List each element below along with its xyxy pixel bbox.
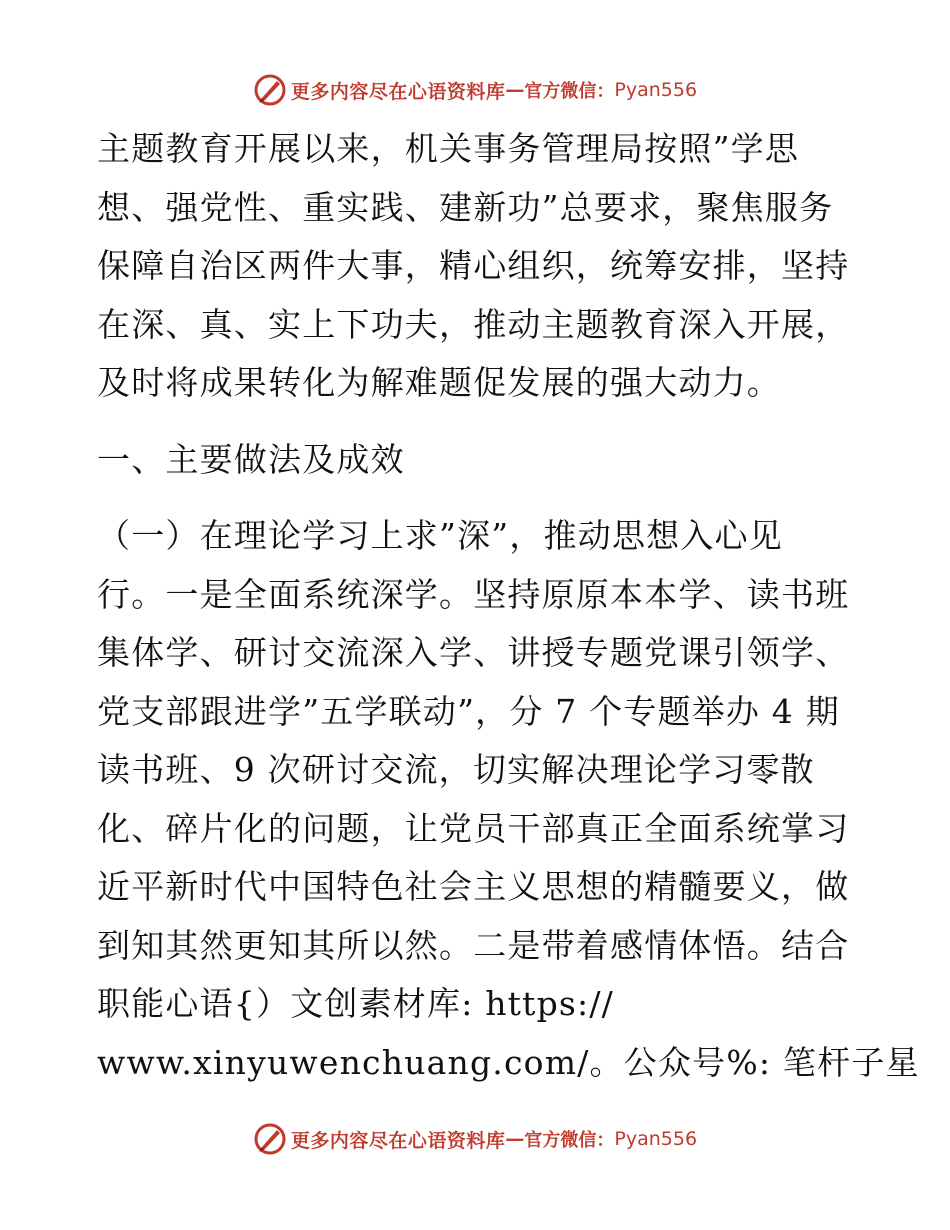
banner-separator: — xyxy=(505,79,525,101)
section-heading: 一、主要做法及成效 xyxy=(97,439,405,479)
text-line: 主题教育开展以来，机关事务管理局按照”学思 xyxy=(97,129,800,168)
banner-official-label: 官方微信： xyxy=(524,1130,615,1151)
banner-official-label: 官方微信： xyxy=(524,81,615,102)
text-line: 保障自治区两件大事，精心组织，统筹安排，坚持 xyxy=(97,246,850,285)
paragraph-section-1 xyxy=(97,507,920,1092)
header-banner xyxy=(0,72,950,108)
banner-account: Pyan556 xyxy=(614,1128,698,1150)
quill-pen-logo-icon xyxy=(253,73,287,107)
paragraph-intro xyxy=(97,120,857,413)
text-line: 读书班、9 次研讨交流，切实解决理论学习零散 xyxy=(97,750,815,789)
banner-text: 更多内容尽在心语资料库 xyxy=(290,80,506,103)
text-line: 想、强党性、重实践、建新功”总要求，聚焦服务 xyxy=(97,187,834,227)
text-line: 在深、真、实上下功夫，推动主题教育深入开展， xyxy=(97,304,850,344)
text-line: 集体学、研讨交流深入学、讲授专题党课引领学、 xyxy=(97,633,850,672)
banner-separator: — xyxy=(505,1128,525,1150)
banner-text: 更多内容尽在心语资料库 xyxy=(290,1129,506,1152)
text-line-url: www.xinyuwenchuang.com/。公众号%: 笔杆子星 xyxy=(97,1042,920,1082)
document-body xyxy=(97,120,920,1092)
quill-pen-logo-icon xyxy=(253,1122,287,1156)
banner-account: Pyan556 xyxy=(614,79,698,101)
footer-banner xyxy=(0,1121,950,1157)
text-line: 行。一是全面系统深学。坚持原原本本学、读书班 xyxy=(97,574,850,614)
text-line: 近平新时代中国特色社会主义思想的精髓要义，做 xyxy=(97,867,850,906)
text-line: 党支部跟进学”五学联动”，分 7 个专题举办 4 期 xyxy=(97,691,840,731)
text-line: 及时将成果转化为解难题促发展的强大动力。 xyxy=(97,363,781,402)
text-line: 化、碎片化的问题，让党员干部真正全面系统掌习 xyxy=(97,808,850,848)
text-line: （一）在理论学习上求”深”，推动思想入心见 xyxy=(97,516,783,555)
text-line: 职能心语{）文创素材库: https:// xyxy=(97,984,614,1023)
text-line: 到知其然更知其所以然。二是带着感情体悟。结合 xyxy=(97,925,850,965)
